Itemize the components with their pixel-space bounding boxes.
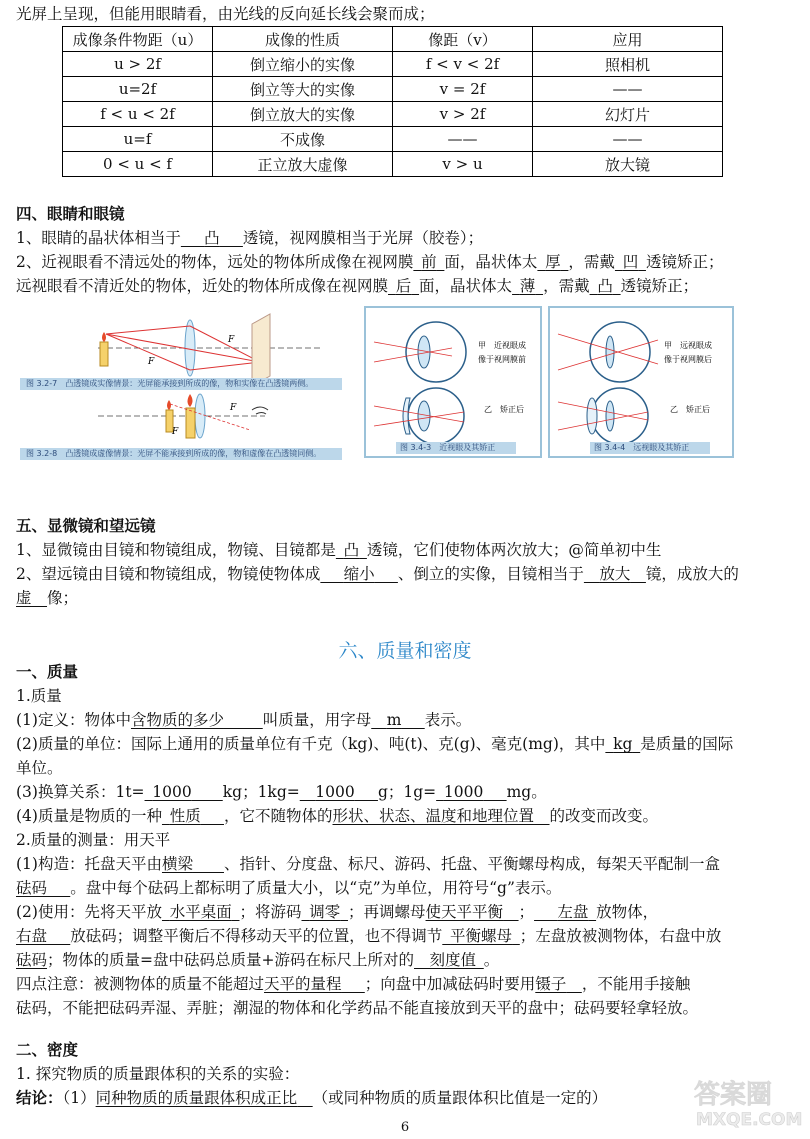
mass-unit-line: [16, 734, 733, 754]
answer-text: 调零: [309, 903, 341, 921]
text: (4)质量是物质的一种: [16, 807, 162, 825]
answer: [16, 927, 70, 945]
answer: [336, 541, 367, 559]
answer: [181, 229, 243, 247]
table-header: 应用: [533, 27, 723, 52]
mass-subheading: 1.质量: [16, 687, 62, 705]
answer-text: 厚: [545, 253, 561, 271]
answer-text: 薄: [519, 277, 536, 295]
answer-text: 放大: [599, 565, 631, 583]
balance-usage-line: [16, 902, 658, 922]
answer-text: 砝码: [16, 879, 48, 897]
focal-label: F: [228, 335, 235, 345]
answer: [605, 735, 640, 753]
mass-heading: 一、质量: [16, 662, 79, 681]
text: ，需戴: [568, 253, 615, 271]
focal-label: F: [230, 403, 237, 413]
answer-text: 镊子: [535, 975, 567, 993]
flame: [167, 400, 171, 410]
screen: [252, 314, 270, 386]
answer-text: 平衡螺母: [450, 927, 513, 945]
text: 四点注意：被测物体的质量不能超过: [16, 975, 265, 993]
text: mg。: [506, 783, 547, 801]
convex-lens: [185, 320, 195, 376]
text: 面，晶状体太: [444, 253, 538, 271]
cautions-line: [16, 974, 690, 994]
text: 面，晶状体太: [419, 277, 513, 295]
figure-label: 乙 矫正后: [484, 405, 524, 414]
eye-line-3: [16, 276, 698, 296]
answer-text: 虚: [16, 589, 32, 607]
text: 是质量的国际: [640, 735, 734, 753]
figure-label: 甲 远视眼成: [664, 341, 712, 350]
answer: [535, 975, 582, 993]
text: ；再调螺母: [348, 903, 426, 921]
density-conclusion-line: [16, 1088, 607, 1108]
text: g；1g=: [377, 783, 437, 801]
text: 透镜，视网膜相当于光屏（胶卷）；: [242, 229, 484, 247]
answer: [512, 277, 543, 295]
text: 远视眼看不清近处的物体，近处的物体所成像在视网膜: [16, 277, 389, 295]
eyeball: [406, 322, 466, 382]
answer: [302, 903, 349, 921]
answer: [590, 277, 621, 295]
table-cell: u > 2f: [63, 52, 213, 77]
answer-text: 含物质的多少: [130, 711, 224, 729]
answer: [162, 855, 224, 873]
table-row: [63, 127, 723, 152]
scope-line-2: [16, 564, 739, 584]
answer: [371, 711, 424, 729]
table-header: 像距（v）: [393, 27, 533, 52]
answer-text: 前: [421, 253, 437, 271]
table-cell: ——: [393, 127, 533, 152]
mass-property-line: [16, 806, 658, 826]
answer-text: 1000: [315, 783, 355, 801]
flame: [188, 394, 193, 407]
table-cell: 倒立放大的实像: [213, 102, 393, 127]
balance-structure-line: [16, 854, 720, 874]
section-title: 六、质量和密度: [338, 640, 472, 662]
answer: [320, 565, 398, 583]
answer: [537, 253, 568, 271]
text: 2、近视眼看不清远处的物体，远处的物体所成像在视网膜: [16, 253, 414, 271]
answer-text: 砝码: [16, 951, 48, 969]
table-cell: 幻灯片: [533, 102, 723, 127]
text: 。盘中每个砝码上都标明了质量大小，以“克”为单位，用符号“g”表示。: [70, 879, 562, 897]
answer-text: 后: [395, 277, 412, 295]
ray: [170, 404, 250, 430]
answer: [436, 783, 506, 801]
text: 透镜，它们使物体两次放大；@简单初中生: [366, 541, 662, 559]
scope-heading: 五、显微镜和望远镜: [16, 516, 156, 535]
text: ，不能用手接触: [581, 975, 691, 993]
figure-label: 甲 近视眼成: [478, 341, 526, 350]
figure-caption: 图 3.4-3 近视眼及其矫正: [396, 442, 516, 454]
text: (1)构造：托盘天平由: [16, 855, 162, 873]
answer-text: 性质: [169, 807, 201, 825]
text: 放砝码；调整平衡后不得移动天平的位置，也不得调节: [70, 927, 443, 945]
table-cell: 照相机: [533, 52, 723, 77]
text: ；将游码: [239, 903, 302, 921]
answer-text: 1000: [443, 783, 484, 801]
answer: [145, 783, 223, 801]
figure-label: 乙 矫正后: [670, 405, 710, 414]
table-header: 成像条件物距（u）: [63, 27, 213, 52]
answer-text: 刻度值: [429, 951, 477, 969]
text: （或同种物质的质量跟体积比值是一定的）: [312, 1089, 608, 1107]
table-row: [63, 52, 723, 77]
balance-weights-line: [16, 878, 561, 898]
figure-caption: 图 3.2-7 凸透镜成实像情景：光屏能承接到所成的像，物和实像在凸透镜两侧。: [20, 378, 342, 390]
hyperopia-svg: [550, 308, 732, 456]
text: 透镜矫正；: [645, 253, 724, 271]
answer-text: 横梁: [161, 855, 193, 873]
table-cell: 正立放大虚像: [213, 152, 393, 177]
text: 叫质量，用字母: [262, 711, 372, 729]
answer: [162, 903, 240, 921]
answer-text: 水平桌面: [169, 903, 232, 921]
answer: [414, 951, 484, 969]
eye-heading: 四、眼睛和眼镜: [16, 204, 125, 223]
text: ；物体的质量=盘中砝码总质量+游码在标尺上所对的: [47, 951, 414, 969]
eye-line-2: [16, 252, 723, 272]
text: 1、眼睛的晶状体相当于: [16, 229, 181, 247]
answer-text: 1000: [152, 783, 192, 801]
text: 表示。: [424, 711, 472, 729]
page-number: 6: [400, 1120, 410, 1135]
conclusion-label: 结论：: [16, 1088, 63, 1107]
answer-text: kg: [613, 735, 633, 753]
answer: [16, 879, 70, 897]
answer: [333, 807, 550, 825]
answer: [413, 253, 444, 271]
eyeball: [592, 388, 648, 444]
answer: [16, 589, 47, 607]
answer: [96, 1089, 313, 1107]
balance-usage-line-3: [16, 950, 499, 970]
flame: [102, 332, 106, 342]
table-cell: 倒立等大的实像: [213, 77, 393, 102]
text: kg；1kg=: [222, 783, 300, 801]
intro-line: 光屏上呈现，但能用眼睛看，由光线的反向延长线会聚而成；: [16, 5, 435, 23]
mass-conversion-line: [16, 782, 547, 802]
watermark-bottom: MXQE.COM: [696, 1110, 802, 1130]
ray: [190, 326, 260, 362]
table-header: 成像的性质: [213, 27, 393, 52]
answer-text: 同种物质的质量跟体积成正比: [95, 1089, 298, 1107]
lens-figure: [18, 308, 346, 458]
text: ；向盘中加减砝码时要用: [364, 975, 536, 993]
text: (1)定义：物体中: [16, 711, 131, 729]
answer: [264, 975, 365, 993]
answer: [131, 711, 263, 729]
lens-imaging-table: [62, 26, 723, 177]
text: (3)换算关系：1t=: [16, 783, 145, 801]
text: ；: [518, 903, 535, 921]
table-cell: v = 2f: [393, 77, 533, 102]
virtual-candle: [186, 408, 195, 438]
scope-line-1: [16, 540, 661, 560]
table-cell: v > u: [393, 152, 533, 177]
text: 1、显微镜由目镜和物镜组成，物镜、目镜都是: [16, 541, 336, 559]
answer-text: 形状、状态、温度和地理位置: [332, 807, 535, 825]
focal-label: F: [148, 357, 155, 367]
scope-line-3: [16, 588, 78, 608]
text: 放物体，: [596, 903, 659, 921]
mass-unit-line-2: 单位。: [16, 759, 63, 777]
eye-line-1: [16, 228, 483, 248]
answer: [162, 807, 224, 825]
answer-text: 右盘: [16, 927, 48, 945]
eyeball: [590, 322, 650, 382]
ray: [190, 362, 260, 370]
table-cell: 0 < u < f: [63, 152, 213, 177]
text: 镜，成放大的: [645, 565, 739, 583]
text: ，需戴: [543, 277, 590, 295]
density-heading: 二、密度: [16, 1040, 79, 1059]
figure-label: 像于视网膜后: [664, 355, 712, 364]
answer-text: 天平的量程: [264, 975, 342, 993]
table-cell: ——: [533, 77, 723, 102]
answer-text: m: [386, 711, 402, 729]
figure-caption: 图 3.2-8 凸透镜成虚像情景：光屏不能承接到所成的像，物和虚像在凸透镜同侧。: [20, 448, 342, 460]
table-row: [63, 152, 723, 177]
cautions-line-2: 砝码，不能把砝码弄湿、弄脏；潮湿的物体和化学药品不能直接放到天平的盘中；砝码要轻拿轻放。: [16, 999, 699, 1017]
text: 2、望远镜由目镜和物镜组成，物镜使物体成: [16, 565, 321, 583]
convex-lens: [195, 394, 205, 438]
answer-text: 左盘: [557, 903, 589, 921]
crystalline-lens: [606, 401, 614, 431]
answer: [300, 783, 378, 801]
text: 、指针、分度盘、标尺、游码、托盘、平衡螺母构成，每架天平配制一盒: [223, 855, 720, 873]
myopia-svg: [366, 308, 540, 456]
table-row: [63, 77, 723, 102]
table-cell: u=f: [63, 127, 213, 152]
table-cell: f < v < 2f: [393, 52, 533, 77]
focal-label: F: [172, 427, 179, 437]
text: 像；: [47, 589, 79, 607]
measure-heading: 2.质量的测量：用天平: [16, 831, 171, 849]
myopia-figure: [364, 306, 542, 458]
table-cell: v > 2f: [393, 102, 533, 127]
answer-text: 凸: [204, 229, 220, 247]
hyperopia-figure: [548, 306, 734, 458]
convex-lens: [587, 398, 597, 434]
answer: [388, 277, 419, 295]
table-row: [63, 102, 723, 127]
balance-usage-line-2: [16, 926, 721, 946]
answer-text: 凹: [622, 253, 639, 271]
figure-caption: 图 3.4-4 远视眼及其矫正: [590, 442, 710, 454]
density-experiment-line: 1. 探究物质的质量跟体积的关系的实验：: [16, 1065, 300, 1083]
watermark-top: 答案圈: [694, 1080, 773, 1110]
answer: [426, 903, 519, 921]
answer: [584, 565, 646, 583]
text: 的改变而改变。: [549, 807, 659, 825]
crystalline-lens: [606, 336, 614, 368]
candle: [100, 342, 108, 366]
answer: [534, 903, 596, 921]
answer-text: 凸: [343, 541, 360, 559]
eye-icon: [252, 407, 268, 414]
table-cell: u=2f: [63, 77, 213, 102]
text: ，它不随物体的: [223, 807, 333, 825]
table-header-row: [63, 27, 723, 52]
answer: [615, 253, 646, 271]
answer-text: 使天平平衡: [425, 903, 504, 921]
table-cell: 不成像: [213, 127, 393, 152]
answer-text: 缩小: [343, 565, 375, 583]
text: （1）: [62, 1089, 96, 1107]
watermark-logo: [686, 1075, 802, 1131]
text: (2)使用：先将天平放: [16, 903, 162, 921]
text: (2)质量的单位：国际上通用的质量单位有千克（kg)、吨(t)、克(g)、毫克(mg)，其中: [16, 735, 606, 753]
text: 、倒立的实像，目镜相当于: [397, 565, 584, 583]
answer: [16, 951, 47, 969]
text: 透镜矫正；: [620, 277, 699, 295]
text: 。: [483, 951, 500, 969]
answer-text: 凸: [597, 277, 613, 295]
answer: [442, 927, 520, 945]
mass-def-line: [16, 710, 471, 730]
figure-label: 像于视网膜前: [478, 355, 526, 364]
ray: [106, 326, 190, 334]
table-cell: 倒立缩小的实像: [213, 52, 393, 77]
table-cell: 放大镜: [533, 152, 723, 177]
text: ；左盘放被测物体，右盘中放: [519, 927, 722, 945]
table-cell: ——: [533, 127, 723, 152]
table-cell: f < u < 2f: [63, 102, 213, 127]
